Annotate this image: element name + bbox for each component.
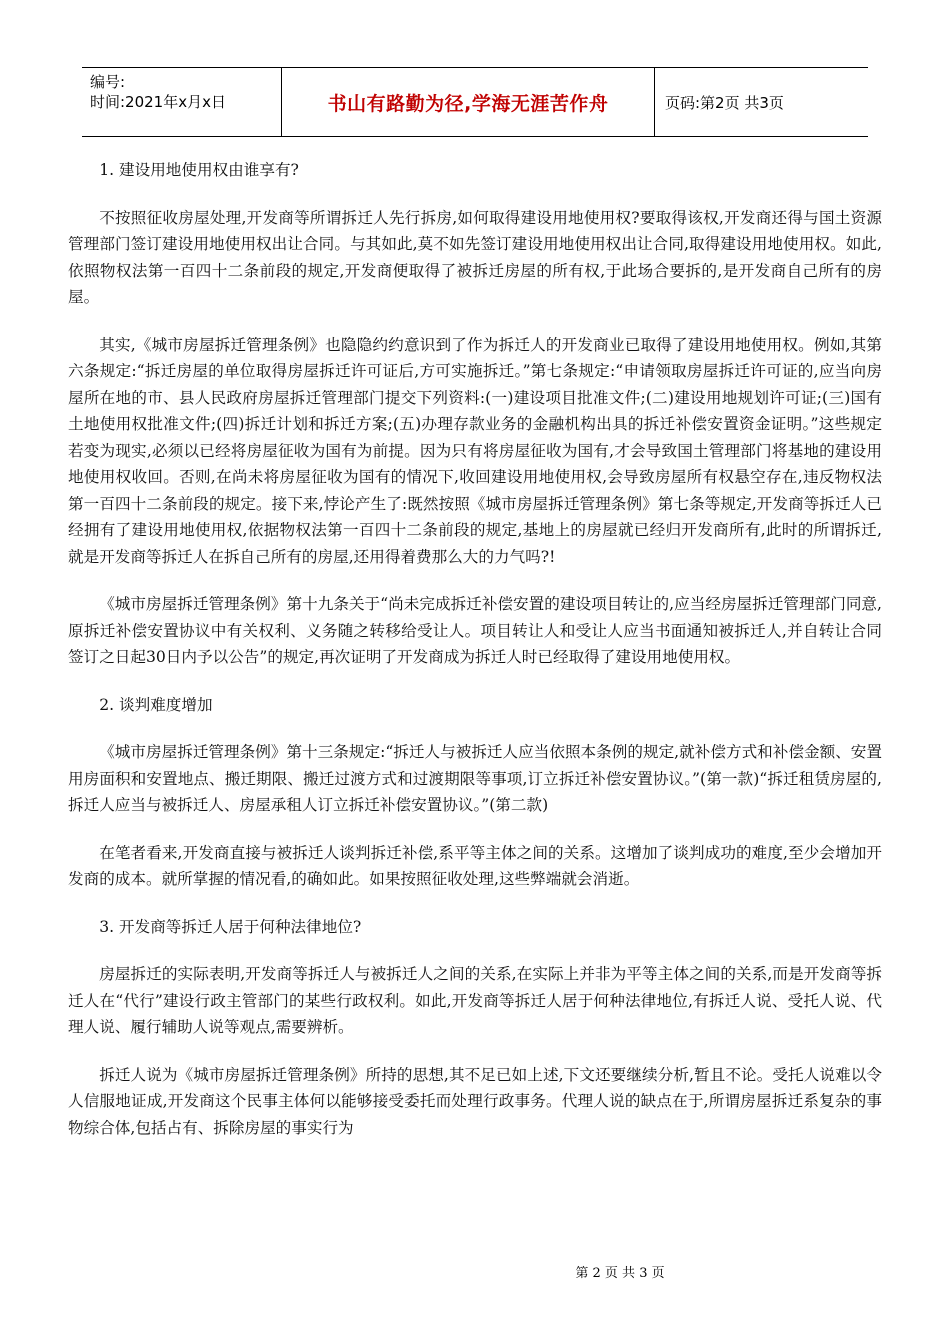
page-header <box>82 67 868 137</box>
paragraph: 不按照征收房屋处理,开发商等所谓拆迁人先行拆房,如何取得建设用地使用权?要取得该权,开发商还得与国土资源管理部门签订建设用地使用权出让合同。与其如此,莫不如先签订建设用地使用权出让合同,取得建设用地使用权。如此,依照物权法第一百四十二条前段的规定,开发商便取得了被拆迁房屋的所有权,于此场合要拆的,是开发商自己所有的房屋。 <box>68 208 882 306</box>
header-motto: 书山有路勤为径,学海无涯苦作舟 <box>282 68 655 136</box>
paragraph: 《城市房屋拆迁管理条例》第十三条规定:“拆迁人与被拆迁人应当依照本条例的规定,就补偿方式和补偿金额、安置用房面积和安置地点、搬迁期限、搬迁过渡方式和过渡期限等事项,订立拆迁补偿安置协议。”(第一款)“拆迁租赁房屋的,拆迁人应当与被拆迁人、房屋承租人订立拆迁补偿安置协议。”(第二款) <box>68 743 882 814</box>
page-footer: 第 2 页 共 3 页 <box>575 1266 665 1281</box>
paragraph: 《城市房屋拆迁管理条例》第十九条关于“尚未完成拆迁补偿安置的建设项目转让的,应当经房屋拆迁管理部门同意,原拆迁补偿安置协议中有关权利、义务随之转移给受让人。项目转让人和受让人应当书面通知被拆迁人,并自转让合同签订之日起30日内予以公告”的规定,再次证明了开发商成为拆迁人时已经取得了建设用地使用权。 <box>68 595 882 666</box>
document-number-label: 编号: <box>90 73 126 91</box>
paragraph: 其实,《城市房屋拆迁管理条例》也隐隐约约意识到了作为拆迁人的开发商业已取得了建设用地使用权。例如,其第六条规定:“拆迁房屋的单位取得房屋拆迁许可证后,方可实施拆迁。”第七条规定:“申请领取房屋拆迁许可证的,应当向房屋所在地的市、县人民政府房屋拆迁管理部门提交下列资料:(一)建设项目批准文件;(二)建设用地规划许可证;(三)国有土地使用权批准文件;(四)拆迁计划和拆迁方案;(五)办理存款业务的金融机构出具的拆迁补偿安置资金证明。”这些规定若变为现实,必须以已经将房屋征收为国有为前提。因为只有将房屋征收为国有,才会导致国土管理部门将基地的建设用地使用权收回。否则,在尚未将房屋征收为国有的情况下,收回建设用地使用权,会导致房屋所有权悬空存在,违反物权法第一百四十二条前段的规定。接下来,悖论产生了:既然按照《城市房屋拆迁管理条例》第七条等规定,开发商等拆迁人已经拥有了建设用地使用权,依据物权法第一百四十二条前段的规定,基地上的房屋就已经归开发商所有,此时的所谓拆迁,就是开发商等拆迁人在拆自己所有的房屋,还用得着费那么大的力气吗?! <box>68 335 882 566</box>
section-heading-3: 3. 开发商等拆迁人居于何种法律地位? <box>99 917 362 936</box>
paragraph: 拆迁人说为《城市房屋拆迁管理条例》所持的思想,其不足已如上述,下文还要继续分析,暂且不论。受托人说难以令人信服地证成,开发商这个民事主体何以能够接受委托而处理行政事务。代理人说的缺点在于,所谓房屋拆迁系复杂的事物综合体,包括占有、拆除房屋的事实行为 <box>68 1065 882 1137</box>
document-body <box>68 157 882 1162</box>
section-heading-2: 2. 谈判难度增加 <box>99 695 213 714</box>
header-meta <box>82 68 282 136</box>
document-time-label: 时间:2021年x月x日 <box>90 93 226 111</box>
paragraph: 房屋拆迁的实际表明,开发商等拆迁人与被拆迁人之间的关系,在实际上并非为平等主体之间的关系,而是开发商等拆迁人在“代行”建设行政主管部门的某些行政权利。如此,开发商等拆迁人居于何种法律地位,有拆迁人说、受托人说、代理人说、履行辅助人说等观点,需要辨析。 <box>68 965 882 1036</box>
section-heading-1: 1. 建设用地使用权由谁享有? <box>99 161 299 179</box>
paragraph: 在笔者看来,开发商直接与被拆迁人谈判拆迁补偿,系平等主体之间的关系。这增加了谈判成功的难度,至少会增加开发商的成本。就所掌握的情况看,的确如此。如果按照征收处理,这些弊端就会消逝。 <box>68 843 882 888</box>
header-page-info: 页码:第2页 共3页 <box>665 93 784 112</box>
